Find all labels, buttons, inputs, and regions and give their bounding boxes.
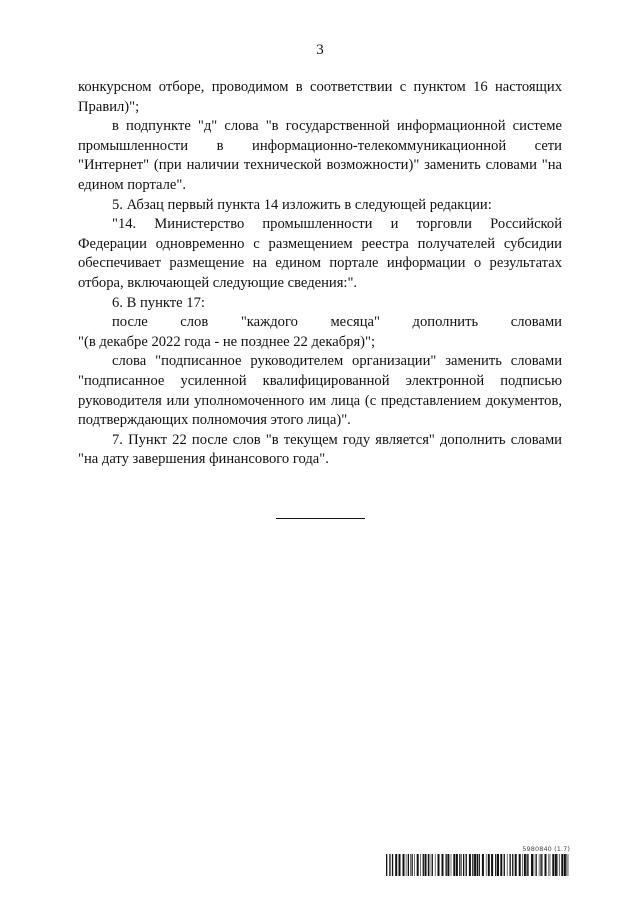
barcode-bar	[539, 854, 540, 876]
barcode-bar	[495, 854, 496, 876]
barcode-bar	[555, 854, 557, 876]
barcode-bar	[522, 854, 523, 876]
barcode-bar	[527, 854, 528, 876]
barcode-bar	[389, 854, 390, 876]
barcode-bar	[469, 854, 471, 876]
barcode-bar	[550, 854, 551, 876]
barcode-bar	[459, 854, 460, 876]
barcode-bar	[406, 854, 407, 876]
barcode-bar	[545, 854, 547, 876]
barcode-bar	[552, 854, 554, 876]
paragraph: 5. Абзац первый пункта 14 изложить в следующей редакции:	[112, 196, 492, 213]
barcode-bar	[428, 854, 429, 876]
barcode-bar	[534, 854, 535, 876]
barcode-bar	[497, 854, 499, 876]
barcode-bar	[456, 854, 458, 876]
paragraph: конкурсном отборе, проводимом в соответствии с пунктом 16 настоящих Правил)";	[78, 79, 562, 115]
barcode-bar	[564, 854, 566, 876]
barcode-bar	[414, 854, 415, 876]
paragraph: слова "подписанное руководителем организации" заменить словами "подписанное усиленной квалифицированной электронной подписью руководителя или уполномоченного им лица (с представлением документов, подтверждающих полномочия этого лица)".	[78, 353, 562, 429]
barcode-bar	[528, 854, 529, 876]
barcode-bar	[474, 854, 476, 876]
barcode-block	[386, 845, 570, 876]
paragraph: после слов "каждого месяца" дополнить словами	[112, 314, 562, 331]
end-separator-line	[276, 518, 365, 519]
barcode-bar	[500, 854, 502, 876]
barcode-bar	[453, 854, 455, 876]
barcode-bar	[524, 854, 526, 876]
barcode-bar	[417, 854, 419, 876]
barcode-bar	[466, 854, 467, 876]
barcode-bar	[423, 854, 424, 876]
barcode-bar	[442, 854, 444, 876]
barcode-bar	[540, 854, 541, 876]
barcode-bar	[403, 854, 405, 876]
barcode-bar	[408, 854, 409, 876]
barcode-bar	[479, 854, 480, 876]
barcode-bar	[472, 854, 473, 876]
barcode-bar	[463, 854, 464, 876]
barcode-bar	[392, 854, 393, 876]
barcode-bar	[488, 854, 490, 876]
barcode-bar	[395, 854, 397, 876]
paragraph: "(в декабре 2022 года - не позднее 22 декабря)";	[78, 333, 376, 350]
barcode-icon	[386, 854, 570, 876]
barcode-bar	[461, 854, 462, 876]
barcode-bar	[549, 854, 550, 876]
barcode-bar	[447, 854, 449, 876]
barcode-bar	[558, 854, 559, 876]
barcode-bar	[425, 854, 427, 876]
barcode-bar	[510, 854, 511, 876]
barcode-bar	[412, 854, 413, 876]
barcode-bar	[386, 854, 387, 876]
barcode-bar	[430, 854, 431, 876]
barcode-bar	[491, 854, 493, 876]
paragraph: в подпункте "д" слова "в государственной информационной системе промышленности в информационно-телекоммуникационной сети "Интернет" (при наличии технической возможности)" заменить словами "на едином портале".	[78, 118, 562, 193]
barcode-bar	[567, 854, 568, 876]
barcode-bar	[559, 854, 560, 876]
barcode-id-text: 5980840 (1.7)	[522, 845, 570, 853]
barcode-bar	[507, 854, 508, 876]
barcode-bar	[512, 854, 513, 876]
page-number: 3	[316, 42, 324, 58]
paragraph: "14. Министерство промышленности и торговли Российской Федерации одновременно с размещением реестра получателей субсидии обеспечивает размещение на едином портале информации о результатах отбора, включающей следующие сведения:".	[78, 216, 562, 291]
barcode-bar	[504, 854, 505, 876]
document-body	[78, 78, 562, 470]
barcode-bar	[438, 854, 440, 876]
barcode-bar	[451, 854, 452, 876]
barcode-bar	[531, 854, 533, 876]
barcode-bar	[515, 854, 517, 876]
barcode-bar	[536, 854, 537, 876]
barcode-bar	[486, 854, 487, 876]
paragraph: 7. Пункт 22 после слов "в текущем году является" дополнить словами "на дату завершения финансового года".	[78, 431, 562, 468]
barcode-bar	[399, 854, 401, 876]
barcode-bar	[541, 854, 542, 876]
barcode-bar	[420, 854, 421, 876]
barcode-bar	[519, 854, 521, 876]
barcode-bar	[410, 854, 411, 876]
barcode-bar	[435, 854, 436, 876]
barcode-bar	[446, 854, 447, 876]
barcode-bar	[568, 854, 569, 876]
barcode-bar	[482, 854, 484, 876]
barcode-bar	[432, 854, 433, 876]
barcode-bar	[561, 854, 563, 876]
paragraph: 6. В пункте 17:	[112, 294, 205, 311]
barcode-bar	[477, 854, 478, 876]
